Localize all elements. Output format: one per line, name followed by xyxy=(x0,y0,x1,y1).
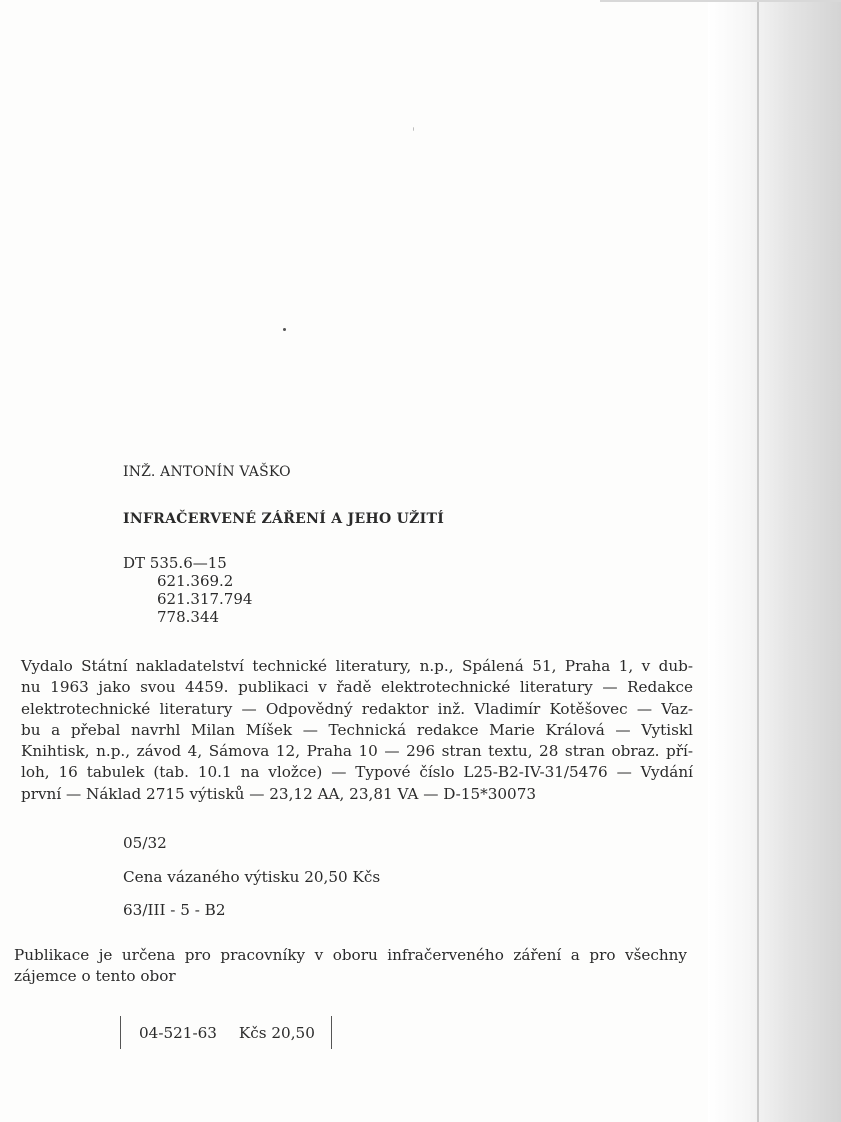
imprint-line: první — Náklad 2715 výtisků — 23,12 AA, 23,81 VA — D-15*30073 xyxy=(21,784,537,803)
imprint-line: bu a přebal navrhl Milan Míšek — Technická redakce Marie Králová — Vytiskl xyxy=(21,720,693,739)
dt-code: 621.369.2 xyxy=(157,572,234,590)
imprint-line: Vydalo Státní nakladatelství technické literatury, n.p., Spálená 51, Praha 1, v dub- xyxy=(21,657,693,675)
imprint-line: elektrotechnické literatury — Odpovědný redaktor inž. Vladimír Kotěšovec — Vaz- xyxy=(21,699,693,718)
imprint-line: Knihtisk, n.p., závod 4, Sámova 12, Praha 10 — 296 stran textu, 28 stran obraz. pří- xyxy=(21,742,693,761)
dt-code: 778.344 xyxy=(157,608,220,626)
ink-speck xyxy=(283,328,286,331)
ink-speck xyxy=(413,127,414,131)
page-top-edge xyxy=(600,0,841,2)
audience-line: Publikace je určena pro pracovníky v oboru infračerveného záření a pro všechny xyxy=(14,946,687,964)
book-title: INFRAČERVENÉ ZÁŘENÍ A JEHO UŽITÍ xyxy=(123,511,445,527)
book-number: 04-521-63 xyxy=(139,1024,217,1042)
page-gutter-shadow xyxy=(708,0,841,1122)
book-price: Kčs 20,50 xyxy=(238,1024,315,1042)
imprint-paragraph xyxy=(21,656,693,805)
page-edge xyxy=(757,0,759,1122)
classification-code: 05/32 xyxy=(123,834,167,852)
price-box-text xyxy=(139,1024,315,1042)
imprint-line: nu 1963 jako svou 4459. publikaci v řadě elektrotechnické literatury — Redakce xyxy=(21,678,693,697)
imprint-line: loh, 16 tabulek (tab. 10.1 na vložce) — Typové číslo L25-B2-IV-31/5476 — Vydání xyxy=(21,763,693,782)
author-name: INŽ. ANTONÍN VAŠKO xyxy=(123,464,291,480)
price-box xyxy=(120,1016,332,1049)
dt-code: DT 535.6—15 xyxy=(123,554,227,572)
classification-code: 63/III - 5 - B2 xyxy=(123,901,226,919)
audience-note xyxy=(14,945,687,987)
dt-code: 621.317.794 xyxy=(157,590,253,608)
audience-line: zájemce o tento obor xyxy=(14,967,176,985)
price-statement: Cena vázaného výtisku 20,50 Kčs xyxy=(123,868,381,886)
